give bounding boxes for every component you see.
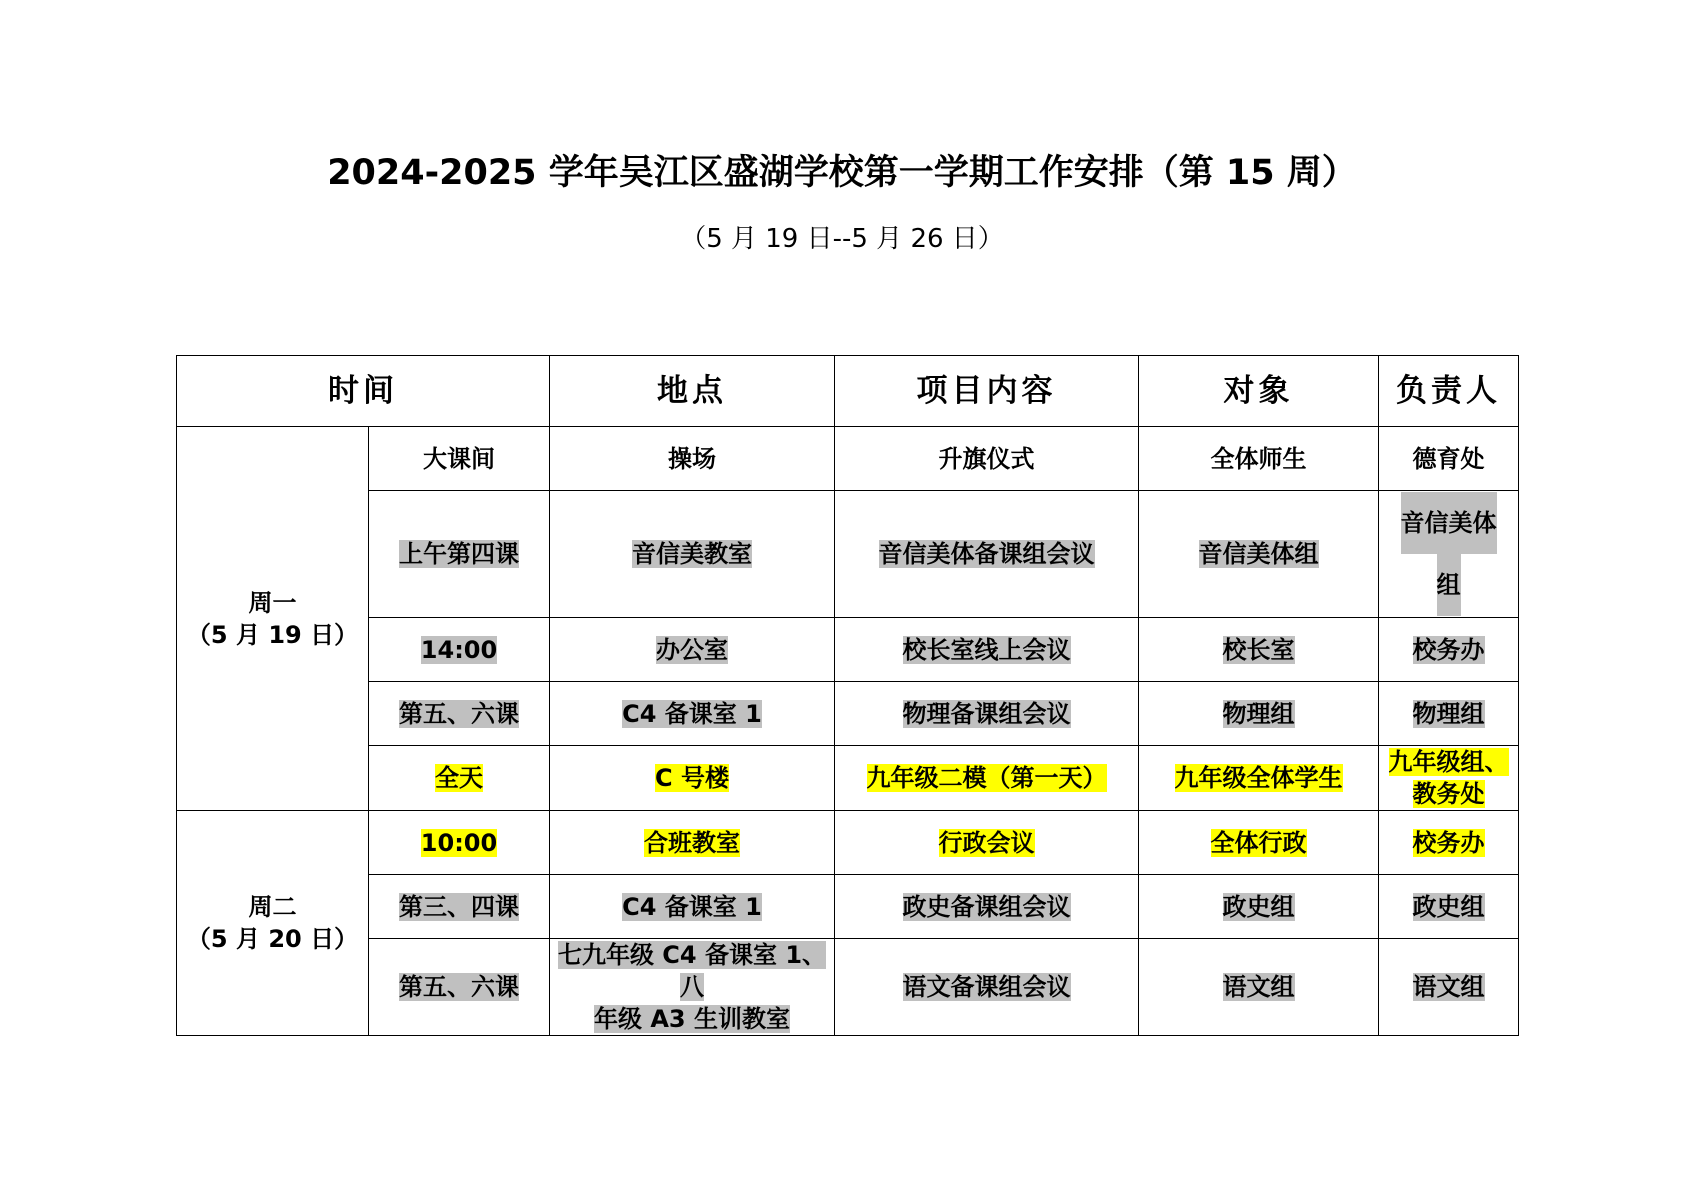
header-target: 对象: [1139, 356, 1379, 427]
cell-target: [1139, 811, 1379, 875]
cell-content-text: 语文备课组会议: [902, 973, 1071, 1001]
cell-place-text: 办公室: [656, 635, 728, 664]
cell-target: [1139, 427, 1379, 491]
cell-owner: [1379, 939, 1519, 1036]
table-row: [177, 875, 1519, 939]
cell-content-text: 音信美体备课组会议: [878, 540, 1095, 568]
cell-place: [550, 746, 835, 811]
cell-time: [369, 939, 550, 1036]
table-row: [177, 427, 1519, 491]
cell-content-text: 校长室线上会议: [902, 635, 1071, 664]
cell-target-text: 校长室: [1222, 635, 1295, 664]
cell-time-text: 大课间: [423, 444, 495, 473]
cell-content: [835, 682, 1139, 746]
cell-time: [369, 491, 550, 618]
cell-time: [369, 746, 550, 811]
cell-target: [1139, 682, 1379, 746]
cell-owner-text-line2: 组: [1437, 554, 1461, 616]
cell-owner: [1379, 746, 1519, 811]
day-date: （5 月 20 日）: [186, 925, 359, 953]
cell-time-text: 10:00: [420, 828, 498, 857]
day-date: （5 月 19 日）: [186, 620, 359, 649]
table-row: [177, 746, 1519, 811]
document-date-range: （5 月 19 日--5 月 26 日）: [680, 224, 1004, 254]
table-row: [177, 491, 1519, 618]
cell-time: [369, 427, 550, 491]
cell-target: [1139, 491, 1379, 618]
cell-owner-text: 校务办: [1412, 828, 1485, 857]
cell-place-text: C 号楼: [655, 764, 729, 792]
cell-content-text: 物理备课组会议: [902, 699, 1071, 728]
cell-place: [550, 491, 835, 618]
cell-content: [835, 618, 1139, 682]
cell-time-text: 上午第四课: [399, 540, 519, 568]
cell-place: [550, 682, 835, 746]
cell-place: [550, 618, 835, 682]
day-cell-tuesday: [177, 811, 369, 1036]
cell-owner-text: 政史组: [1412, 892, 1485, 921]
cell-owner-text: 德育处: [1412, 444, 1485, 473]
cell-time: [369, 682, 550, 746]
cell-content-text: 政史备课组会议: [902, 892, 1071, 921]
cell-target-text: 物理组: [1222, 699, 1295, 728]
cell-owner: [1379, 427, 1519, 491]
cell-content: [835, 875, 1139, 939]
header-owner: 负责人: [1379, 356, 1519, 427]
cell-content-text: 升旗仪式: [938, 444, 1035, 473]
header-time: 时间: [177, 356, 550, 427]
table-row: [177, 811, 1519, 875]
cell-owner-text: 语文组: [1412, 973, 1485, 1001]
cell-owner-text: 校务办: [1412, 635, 1485, 664]
day-label: 周一: [248, 588, 297, 617]
cell-content: [835, 811, 1139, 875]
cell-owner-text-line2: 教务处: [1412, 780, 1485, 808]
cell-owner: [1379, 682, 1519, 746]
cell-time-text: 全天: [435, 764, 483, 792]
cell-owner-text-line1: 音信美体: [1401, 492, 1497, 554]
cell-time: [369, 811, 550, 875]
cell-target-text: 政史组: [1222, 892, 1295, 921]
cell-place-text: 合班教室: [644, 828, 740, 857]
cell-content: [835, 746, 1139, 811]
table-row: [177, 682, 1519, 746]
cell-place-text: 操场: [668, 444, 716, 473]
table-row: [177, 939, 1519, 1036]
cell-target: [1139, 875, 1379, 939]
cell-place-text: 音信美教室: [632, 540, 752, 568]
cell-place: [550, 811, 835, 875]
cell-target: [1139, 939, 1379, 1036]
cell-target-text: 语文组: [1222, 973, 1295, 1001]
cell-content-text: 行政会议: [938, 828, 1035, 857]
cell-place-text-line2: 年级 A3 生训教室: [594, 1005, 790, 1033]
cell-owner-text: 物理组: [1412, 699, 1485, 728]
header-content: 项目内容: [835, 356, 1139, 427]
schedule-table: [176, 355, 1519, 1036]
cell-owner: [1379, 875, 1519, 939]
cell-time-text: 第五、六课: [399, 699, 519, 728]
cell-content-text: 九年级二模（第一天）: [866, 764, 1107, 792]
cell-time-text: 第五、六课: [399, 973, 519, 1001]
cell-content: [835, 491, 1139, 618]
cell-target: [1139, 618, 1379, 682]
document-title: 2024-2025 学年吴江区盛湖学校第一学期工作安排（第 15 周）: [327, 153, 1357, 193]
day-label: 周二: [248, 893, 297, 921]
cell-place: [550, 875, 835, 939]
cell-time-text: 14:00: [420, 635, 498, 664]
cell-target-text: 全体师生: [1210, 444, 1307, 473]
cell-target-text: 音信美体组: [1198, 540, 1319, 568]
table-header-row: [177, 356, 1519, 427]
cell-place-text-line1: 七九年级 C4 备课室 1、八: [557, 941, 827, 1001]
cell-place-text: C4 备课室 1: [622, 699, 762, 728]
cell-time: [369, 618, 550, 682]
cell-target-text: 全体行政: [1210, 828, 1307, 857]
cell-place-text: C4 备课室 1: [622, 892, 762, 921]
cell-owner-text-line1: 九年级组、: [1388, 748, 1509, 776]
table-row: [177, 618, 1519, 682]
cell-owner: [1379, 618, 1519, 682]
cell-target: [1139, 746, 1379, 811]
cell-owner: [1379, 811, 1519, 875]
cell-target-text: 九年级全体学生: [1174, 764, 1343, 792]
cell-content: [835, 939, 1139, 1036]
day-cell-monday: [177, 427, 369, 811]
header-place: 地点: [550, 356, 835, 427]
cell-place: [550, 939, 835, 1036]
cell-content: [835, 427, 1139, 491]
cell-time-text: 第三、四课: [399, 892, 519, 921]
cell-time: [369, 875, 550, 939]
cell-place: [550, 427, 835, 491]
cell-owner: [1379, 491, 1519, 618]
